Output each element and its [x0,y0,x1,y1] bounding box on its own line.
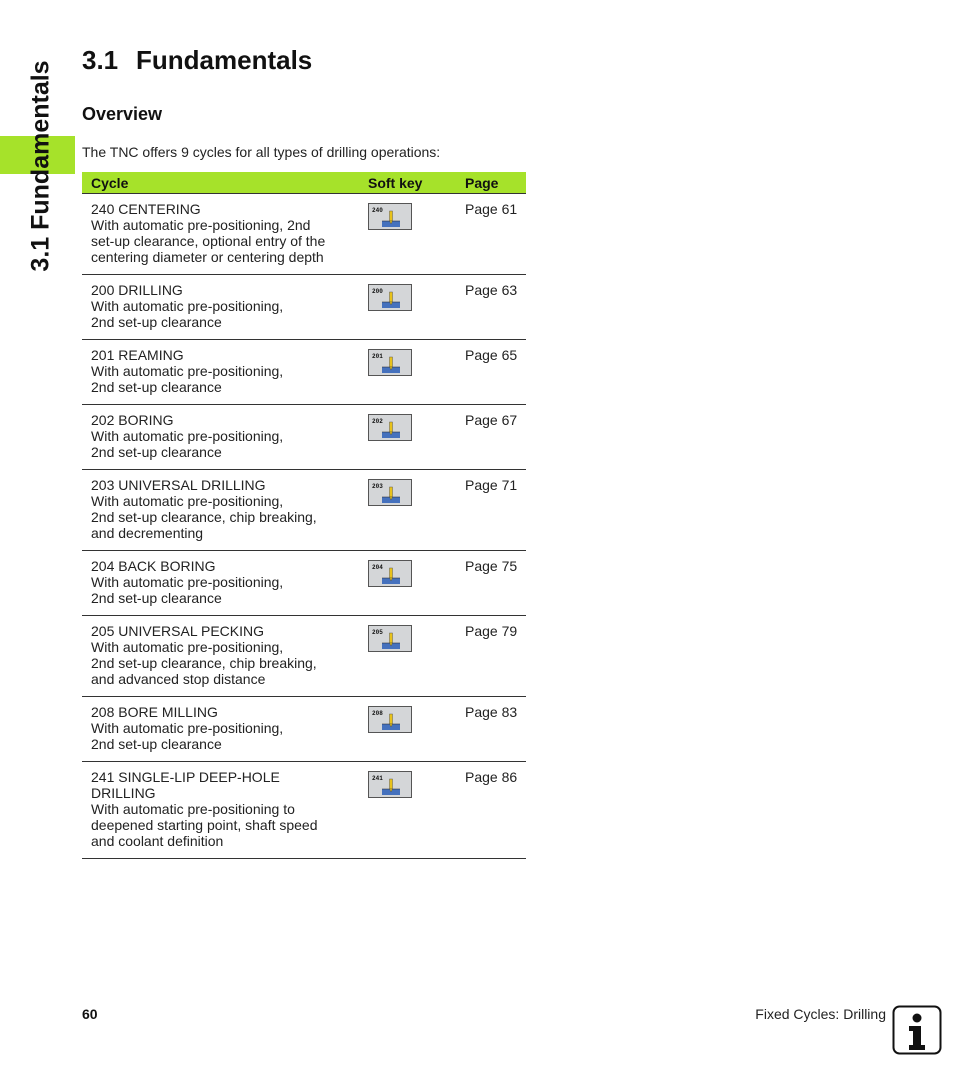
table-header-row [82,172,526,194]
cycle-description-line: With automatic pre-positioning, [91,493,284,509]
cycle-description-line: set-up clearance, optional entry of the [91,233,326,249]
cycle-description-line: With automatic pre-positioning, [91,363,284,379]
section-title: Fundamentals [136,45,313,75]
drilling-softkey-icon [368,284,412,311]
cycle-cell [82,762,359,859]
cycle-description-line: 2nd set-up clearance [91,736,222,752]
table-row [82,697,526,762]
drilling-softkey-icon [368,203,412,230]
cycle-title: 203 UNIVERSAL DRILLING [91,477,266,493]
page-reference: Page 86 [456,762,526,859]
page-reference: Page 63 [456,275,526,340]
table-row [82,340,526,405]
page-reference: Page 67 [456,405,526,470]
cycle-title: 204 BACK BORING [91,558,216,574]
table-row [82,551,526,616]
softkey-code: 204 [372,564,383,571]
section-subheading: Overview [82,104,163,124]
cycle-description-line: 2nd set-up clearance, chip breaking, [91,509,317,525]
softkey-code: 203 [372,483,383,490]
softkey-cell [359,762,456,859]
softkey-cell [359,616,456,697]
cycle-cell [82,194,359,275]
cycle-title: 241 SINGLE-LIP DEEP-HOLE [91,769,280,785]
cycle-description-line: With automatic pre-positioning, [91,639,284,655]
softkey-cell [359,551,456,616]
page-reference: Page 83 [456,697,526,762]
cycle-description-line: 2nd set-up clearance [91,590,222,606]
table-body [82,194,526,859]
cycle-description-line: With automatic pre-positioning, 2nd [91,217,311,233]
softkey-code: 240 [372,207,383,214]
page-reference: Page 61 [456,194,526,275]
cycle-cell [82,275,359,340]
table-row [82,275,526,340]
cycle-title: 208 BORE MILLING [91,704,218,720]
softkey-code: 201 [372,353,383,360]
cycles-table [82,172,526,859]
cycle-cell [82,697,359,762]
softkey-cell [359,470,456,551]
cycle-description-line: With automatic pre-positioning, [91,720,284,736]
cycle-description-line: 2nd set-up clearance [91,314,222,330]
drilling-softkey-icon [368,706,412,733]
header-page: Page [456,172,526,194]
header-softkey: Soft key [359,172,456,194]
cycle-description-line: 2nd set-up clearance, chip breaking, [91,655,317,671]
chapter-title: Fixed Cycles: Drilling [755,1006,886,1022]
cycle-description-line: With automatic pre-positioning, [91,428,284,444]
cycle-description-line: centering diameter or centering depth [91,249,324,265]
drilling-softkey-icon [368,771,412,798]
table-row [82,405,526,470]
cycle-title: 202 BORING [91,412,174,428]
page-reference: Page 71 [456,470,526,551]
cycle-description-line: With automatic pre-positioning to [91,801,295,817]
page-title [82,45,312,76]
drilling-softkey-icon [368,349,412,376]
cycle-description-line: and coolant definition [91,833,224,849]
softkey-cell [359,275,456,340]
page-reference: Page 75 [456,551,526,616]
cycle-cell [82,551,359,616]
softkey-code: 208 [372,710,383,717]
cycle-title: 205 UNIVERSAL PECKING [91,623,264,639]
cycle-description-line: With automatic pre-positioning, [91,574,284,590]
cycle-title: 201 REAMING [91,347,184,363]
drilling-softkey-icon [368,625,412,652]
softkey-code: 241 [372,775,383,782]
cycle-cell [82,616,359,697]
page-reference: Page 79 [456,616,526,697]
cycle-description-line: With automatic pre-positioning, [91,298,284,314]
cycle-description-line: DRILLING [91,785,156,801]
cycle-description-line: deepened starting point, shaft speed [91,817,318,833]
cycle-description-line: and advanced stop distance [91,671,266,687]
page-number: 60 [82,1006,98,1022]
header-cycle: Cycle [82,172,359,194]
cycle-cell [82,405,359,470]
cycle-cell [82,340,359,405]
table-row [82,194,526,275]
softkey-code: 205 [372,629,383,636]
softkey-cell [359,405,456,470]
softkey-code: 202 [372,418,383,425]
cycle-cell [82,470,359,551]
intro-paragraph: The TNC offers 9 cycles for all types of drilling operations: [82,144,441,160]
table-row [82,762,526,859]
chapter-side-label: 3.1 Fundamentals [26,60,55,272]
softkey-code: 200 [372,288,383,295]
table-row [82,616,526,697]
cycle-description-line: and decrementing [91,525,204,541]
section-number: 3.1 [82,45,119,75]
softkey-cell [359,340,456,405]
cycle-title: 200 DRILLING [91,282,183,298]
cycle-description-line: 2nd set-up clearance [91,444,222,460]
drilling-softkey-icon [368,479,412,506]
drilling-softkey-icon [368,560,412,587]
softkey-cell [359,697,456,762]
cycle-title: 240 CENTERING [91,201,201,217]
cycle-description-line: 2nd set-up clearance [91,379,222,395]
table-row [82,470,526,551]
softkey-cell [359,194,456,275]
info-icon [892,1005,942,1055]
page-reference: Page 65 [456,340,526,405]
drilling-softkey-icon [368,414,412,441]
